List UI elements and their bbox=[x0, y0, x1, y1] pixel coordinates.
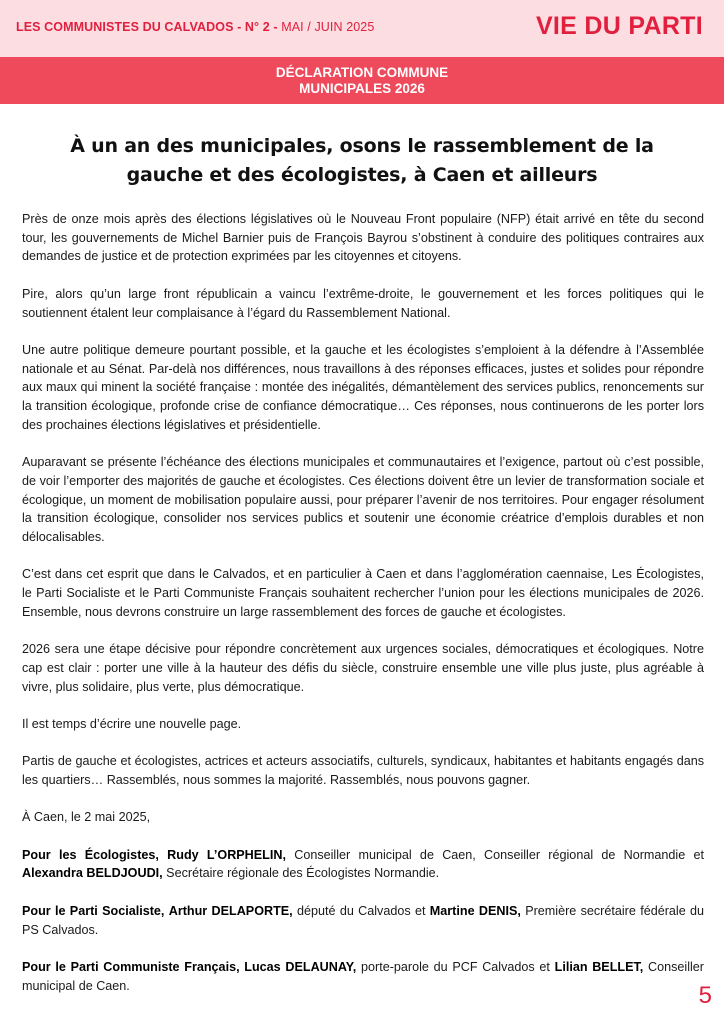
place-date: À Caen, le 2 mai 2025, bbox=[22, 810, 151, 825]
signatory-role: Conseiller municipal de Caen, Conseiller régional de Normandie et bbox=[294, 847, 704, 862]
section-title: VIE DU PARTI bbox=[535, 12, 703, 40]
signatory-role: député du Calvados et bbox=[297, 903, 426, 918]
banner-line-2: MUNICIPALES 2026 bbox=[299, 80, 425, 96]
signatory-block bbox=[22, 958, 704, 995]
paragraph: Auparavant se présente l’échéance des élections municipales et communautaires et l’exigence, partout où c’est possible, de voir l’emporter des majorités de gauche et écologistes. Ces élections doivent être un levier de transformation sociale et écologique, un moment de mobilisation populaire aussi, pour préparer l’avenir de nos territoires. Pour engager résolument la transition écologique, consolider nos services publics et soutenir une économie créatrice d’emplois durables et non délocalisables. bbox=[22, 455, 704, 544]
signatory-name: Alexandra BELDJOUDI, bbox=[22, 866, 163, 881]
article-title: À un an des municipales, osons le rassemblement de la gauche et des écologistes, à Caen et ailleurs bbox=[70, 135, 654, 186]
paragraph: Une autre politique demeure pourtant possible, et la gauche et les écologistes s’emploient à la défendre à l’Assemblée nationale et au Sénat. Par-delà nos différences, nous travaillons à des réponses efficaces, justes et solides pour répondre aux maux qui minent la société française : montée des inégalités, démantèlement des services publics, renoncements sur la transition écologique, profonde crise de confiance démocratique… Ces réponses, nous continuerons de les porter lors des prochaines élections législatives et présidentielle. bbox=[22, 342, 704, 432]
signatory-name: Lilian BELLET, bbox=[554, 959, 644, 974]
signatory-name: Rudy L’ORPHELIN, bbox=[167, 847, 286, 862]
signatory-party: Pour les Écologistes, bbox=[22, 847, 159, 862]
paragraph: C’est dans cet esprit que dans le Calvados, et en particulier à Caen et dans l’agglomération caennaise, Les Écologistes, le Parti Socialiste et le Parti Communiste Français souhaitent rechercher l’union pour les élections municipales de 2026. Ensemble, nous devrons construire un large rassemblement des forces de gauche et écologistes. bbox=[22, 567, 704, 619]
paragraph: Il est temps d’écrire une nouvelle page. bbox=[22, 716, 242, 731]
signatory-role: Première secrétaire fédérale du PS Calvados. bbox=[22, 903, 705, 937]
paragraph: Près de onze mois après des élections législatives où le Nouveau Front populaire (NFP) était arrivé en tête du second tour, les gouvernements de Michel Barnier puis de François Bayrou s’obstinent à conduire des politiques contraires aux demandes de justice et de protection exprimées par les citoyennes et citoyens. bbox=[22, 212, 704, 264]
paragraph: 2026 sera une étape décisive pour répondre concrètement aux urgences sociales, démocratiques et écologiques. Notre cap est clair : porter une ville à la hauteur des défis du siècle, construire ensemble une ville plus juste, plus agréable à vivre, plus solidaire, plus verte, plus démocratique. bbox=[22, 642, 704, 694]
signatory-name: Arthur DELAPORTE, bbox=[168, 903, 293, 918]
signatory-name: Martine DENIS, bbox=[429, 903, 521, 918]
signatory-block bbox=[22, 846, 704, 883]
signatory-role: Conseiller municipal de Caen. bbox=[22, 959, 704, 993]
publication-issue bbox=[16, 20, 374, 34]
signatory-role: Secrétaire régionale des Écologistes Normandie. bbox=[166, 866, 440, 881]
banner-line-1: DÉCLARATION COMMUNE bbox=[275, 65, 449, 80]
article-body bbox=[22, 210, 704, 1014]
publication-name: LES COMMUNISTES DU CALVADOS - N° 2 - bbox=[16, 20, 278, 34]
issue-date: MAI / JUIN 2025 bbox=[281, 20, 375, 34]
signatory-role: porte-parole du PCF Calvados et bbox=[361, 959, 550, 974]
paragraph: Pire, alors qu’un large front républicain a vaincu l’extrême-droite, le gouvernement et les forces politiques qui le soutiennent étalent leur complaisance à l’égard du Rassemblement National. bbox=[22, 286, 704, 320]
signatory-party: Pour le Parti Communiste Français, bbox=[22, 959, 240, 974]
signatory-name: Lucas DELAUNAY, bbox=[244, 959, 357, 974]
signatory-block bbox=[22, 902, 704, 939]
declaration-banner bbox=[0, 57, 724, 104]
signatory-party: Pour le Parti Socialiste, bbox=[22, 903, 165, 918]
page-number: 5 bbox=[698, 982, 712, 1009]
paragraph: Partis de gauche et écologistes, actrices et acteurs associatifs, culturels, syndicaux, habitantes et habitants engagés dans les quartiers… Rassemblés, nous sommes la majorité. Rassemblés, nous pouvons gagner. bbox=[22, 754, 704, 787]
